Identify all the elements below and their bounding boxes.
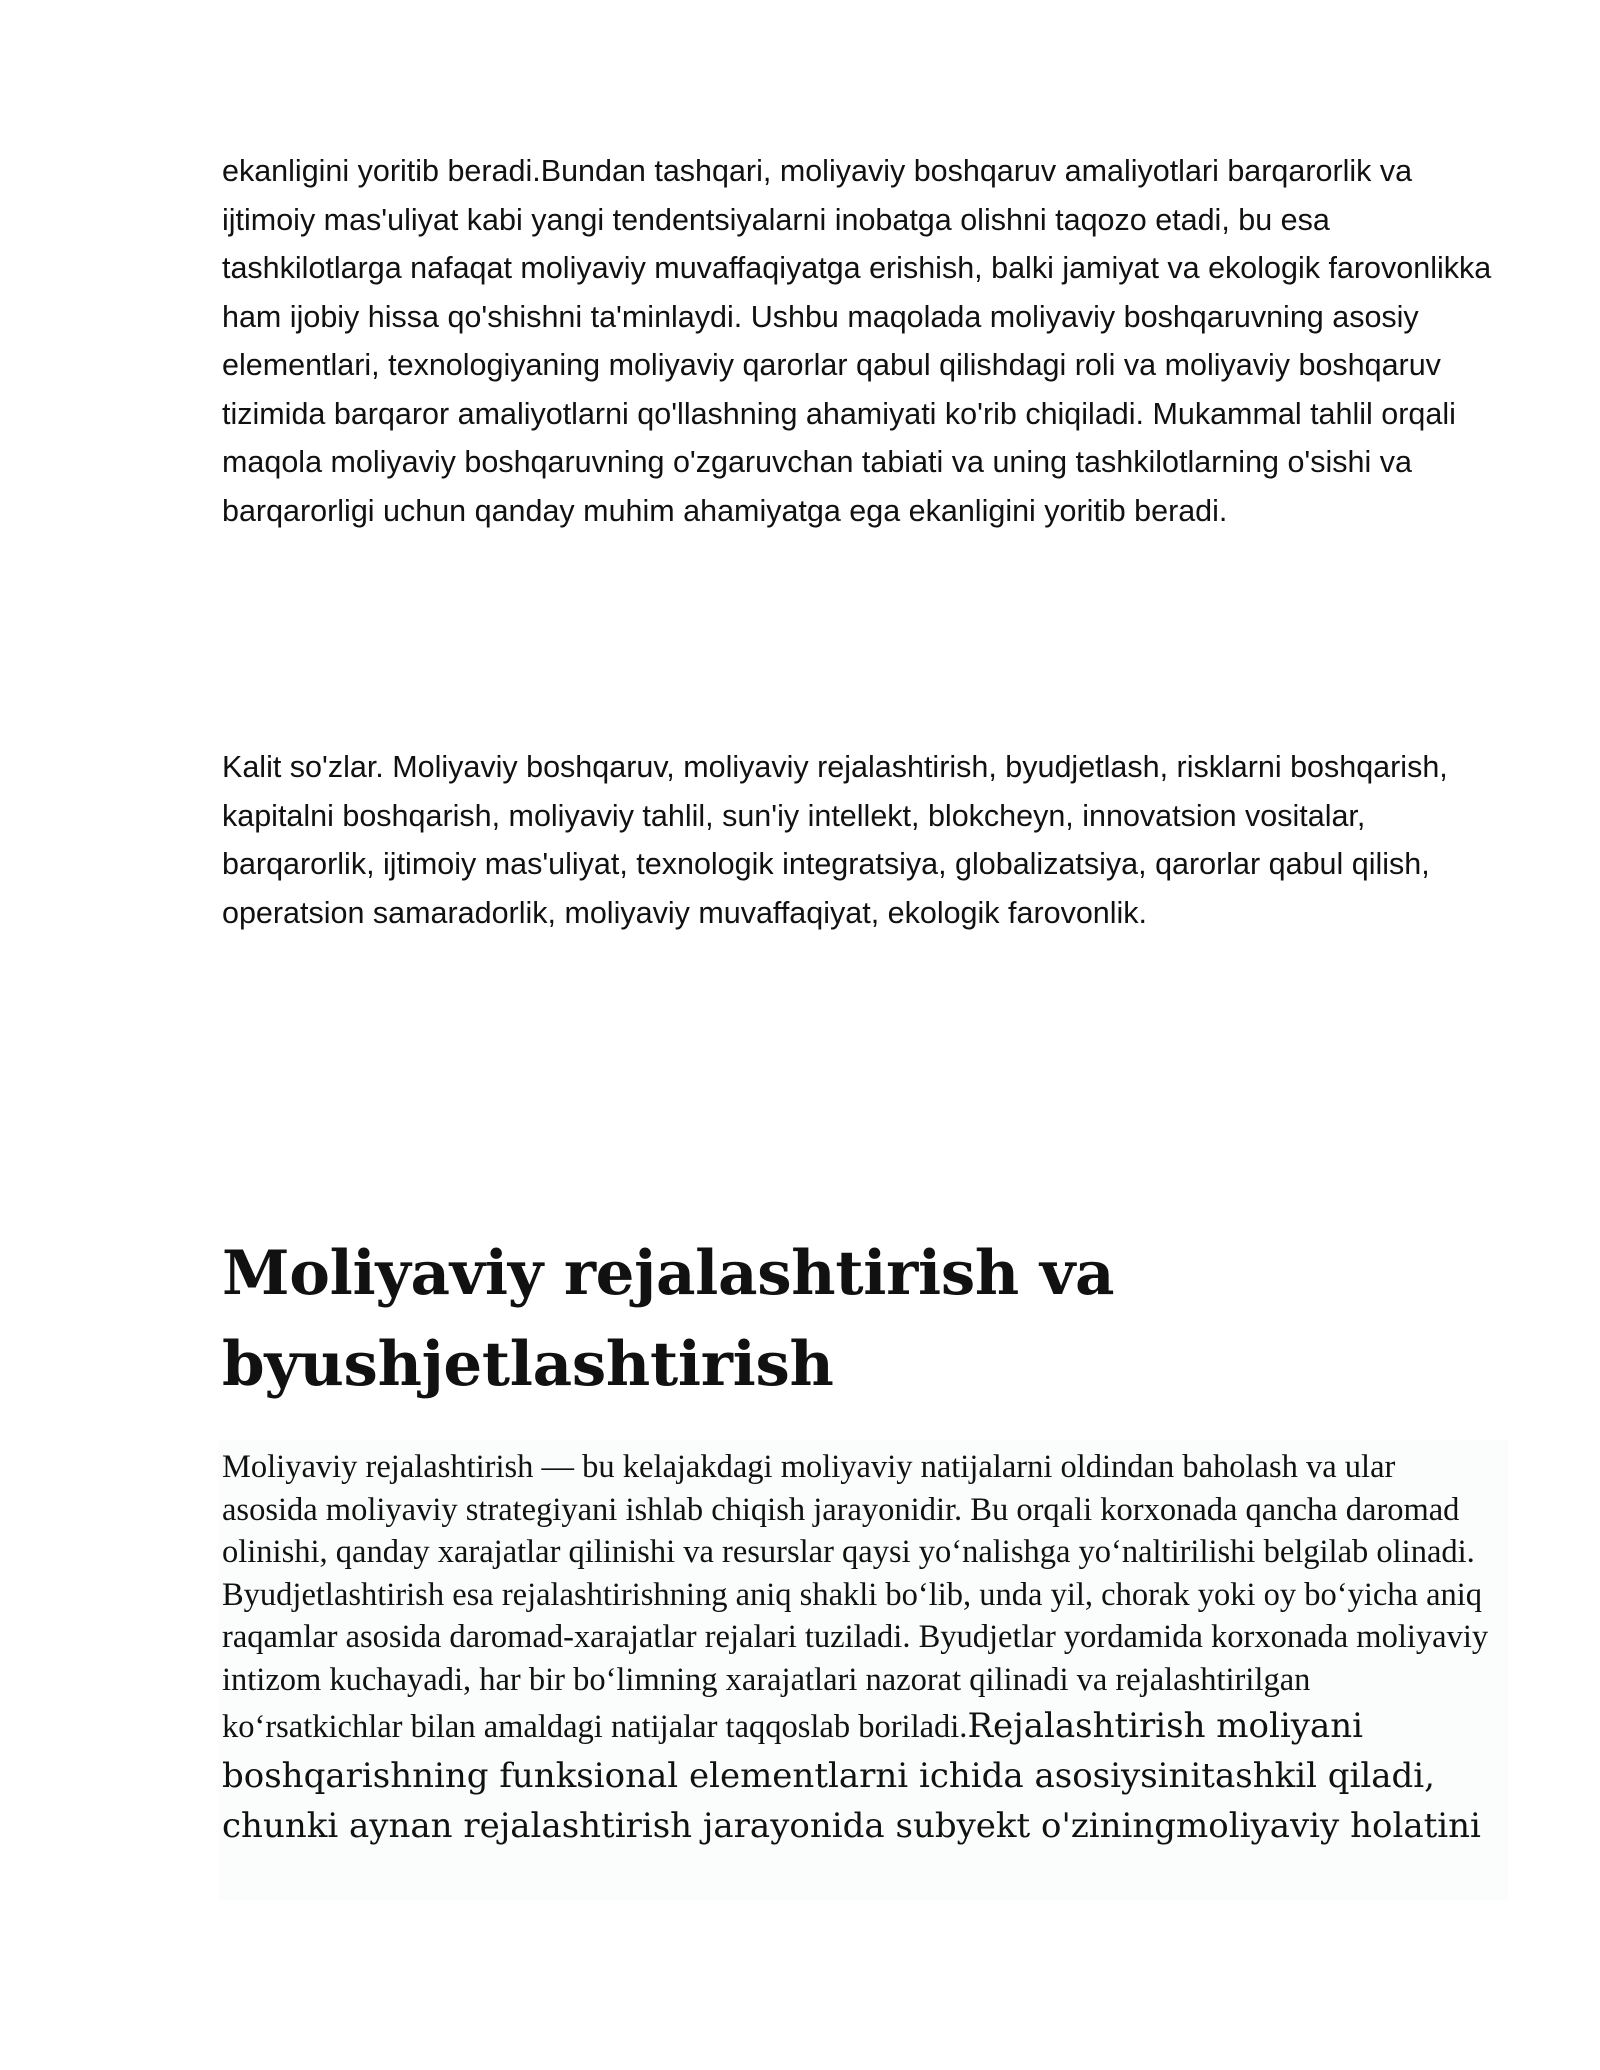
keywords-paragraph: Kalit so'zlar. Moliyaviy boshqaruv, moliyaviy rejalashtirish, byudjetlash, risklarni boshqarish, kapitalni boshqarish, moliyaviy tahlil, sun'iy intellekt, blokcheyn, innovatsion vositalar, barqarorlik, ijtimoiy mas'uliyat, texnologik integratsiya, globalizatsiya, qarorlar qabul qilish, operatsion samaradorlik, moliyaviy muvaffaqiyat, ekologik farovonlik. [222, 750, 1448, 930]
section-body-text: Moliyaviy rejalashtirish — bu kelajakdagi moliyaviy natijalarni oldindan baholash va ular asosida moliyaviy strategiyani ishlab chiqish jarayonidir. Bu orqali korxonada qancha daromad olinishi, qanday xarajatlar qilinishi va resurslar qaysi yoʻnalishga yoʻnaltirilishi belgilab olinadi. Byudjetlashtirish esa rejalashtirishning aniq shakli boʻlib, unda yil, chorak yoki oy boʻyicha aniq raqamlar asosida daromad-xarajatlar rejalari tuziladi. Byudjetlar yordamida korxonada moliyaviy intizom kuchayadi, har bir boʻlimning xarajatlari nazorat qilinadi va rejalashtirilgan koʻrsatkichlar bilan amaldagi natijalar taqqoslab boriladi. [222, 1449, 1489, 1745]
section-heading: Moliyaviy rejalashtirish va byushjetlashtirish [222, 1238, 1115, 1400]
section-body-tail-text: Rejalashtirish moliyani boshqarishning funksional elementlarni ichida asosiysinitashkil qiladi, chunki aynan rejalashtirish jarayonida subyekt o'ziningmoliyaviy holatini [222, 1706, 1481, 1846]
section-body-paragraph [222, 1446, 1492, 1851]
intro-paragraph: ekanligini yoritib beradi.Bundan tashqari, moliyaviy boshqaruv amaliyotlari barqarorlik va ijtimoiy mas'uliyat kabi yangi tendentsiyalarni inobatga olishni taqozo etadi, bu esa tashkilotlarga nafaqat moliyaviy muvaffaqiyatga erishish, balki jamiyat va ekologik farovonlikka ham ijobiy hissa qo'shishni ta'minlaydi. Ushbu maqolada moliyaviy boshqaruvning asosiy elementlari, texnologiyaning moliyaviy qarorlar qabul qilishdagi roli va moliyaviy boshqaruv tizimida barqaror amaliyotlarni qo'llashning ahamiyati ko'rib chiqiladi. Mukammal tahlil orqali maqola moliyaviy boshqaruvning o'zgaruvchan tabiati va uning tashkilotlarning o'sishi va barqarorligi uchun qanday muhim ahamiyatga ega ekanligini yoritib beradi. [222, 154, 1492, 528]
